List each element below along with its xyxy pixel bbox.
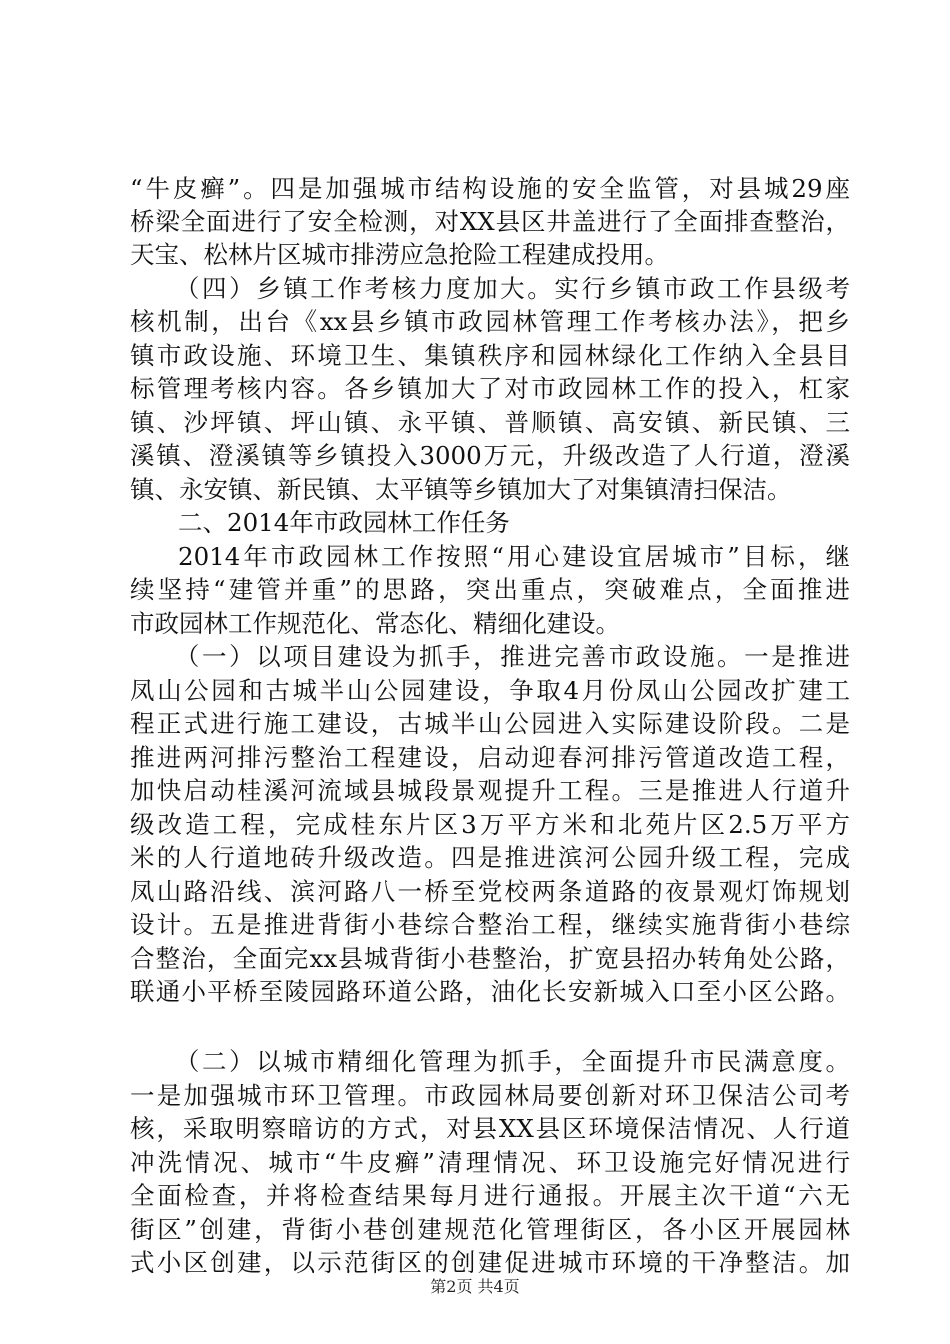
text-line: 全面检查，并将检查结果每月进行通报。开展主次干道“六无: [130, 1181, 850, 1210]
text-line: 凤山公园和古城半山公园建设，争取4月份凤山公园改扩建工: [130, 676, 850, 705]
text-line: 2014年市政园林工作按照“用心建设宜居城市”目标，继: [178, 542, 850, 571]
text-line: 一是加强城市环卫管理。市政园林局要创新对环卫保洁公司考: [130, 1081, 850, 1110]
text-line: 镇、永安镇、新民镇、太平镇等乡镇加大了对集镇清扫保洁。: [130, 475, 792, 504]
text-line: 续坚持“建管并重”的思路，突出重点，突破难点，全面推进: [130, 575, 850, 604]
text-line: （四）乡镇工作考核力度加大。实行乡镇市政工作县级考: [160, 274, 850, 303]
text-line: 镇、沙坪镇、坪山镇、永平镇、普顺镇、高安镇、新民镇、三: [130, 408, 850, 437]
text-line: 天宝、松林片区城市排涝应急抢险工程建成投用。: [130, 240, 669, 269]
text-line: （二）以城市精细化管理为抓手，全面提升市民满意度。: [160, 1047, 850, 1076]
text-line: 溪镇、澄溪镇等乡镇投入3000万元，升级改造了人行道，澄溪: [130, 441, 850, 470]
page-number-footer: 第2页 共4页: [430, 1277, 520, 1296]
section-heading: 二、2014年市政园林工作任务: [178, 508, 510, 537]
text-line: 联通小平桥至陵园路环道公路，油化长安新城入口至小区公路。: [130, 977, 850, 1006]
text-line: 凤山路沿线、滨河路八一桥至党校两条道路的夜景观灯饰规划: [130, 877, 850, 906]
text-line: 米的人行道地砖升级改造。四是推进滨河公园升级工程，完成: [130, 843, 850, 872]
text-line: 合整治，全面完xx县城背街小巷整治，扩宽县招办转角处公路，: [130, 944, 850, 973]
text-line: 桥梁全面进行了安全检测，对XX县区井盖进行了全面排查整治，: [130, 207, 850, 236]
text-line: 标管理考核内容。各乡镇加大了对市政园林工作的投入，杠家: [130, 374, 850, 403]
text-line: 镇市政设施、环境卫生、集镇秩序和园林绿化工作纳入全县目: [130, 341, 850, 370]
text-line: 冲洗情况、城市“牛皮癣”清理情况、环卫设施完好情况进行: [130, 1148, 850, 1177]
text-line: 推进两河排污整治工程建设，启动迎春河排污管道改造工程，: [130, 743, 850, 772]
text-line: 核，采取明察暗访的方式，对县XX县区环境保洁情况、人行道: [130, 1114, 850, 1143]
text-line: 市政园林工作规范化、常态化、精细化建设。: [130, 609, 620, 638]
text-line: 核机制，出台《xx县乡镇市政园林管理工作考核办法》，把乡: [130, 307, 850, 336]
text-line: 程正式进行施工建设，古城半山公园进入实际建设阶段。二是: [130, 709, 850, 738]
text-line: 设计。五是推进背街小巷综合整治工程，继续实施背街小巷综: [130, 910, 850, 939]
text-line: 级改造工程，完成桂东片区3万平方米和北苑片区2.5万平方: [130, 810, 850, 839]
text-line: 加快启动桂溪河流域县城段景观提升工程。三是推进人行道升: [130, 776, 850, 805]
text-line: 街区”创建，背街小巷创建规范化管理街区，各小区开展园林: [130, 1215, 850, 1244]
text-line: 式小区创建，以示范街区的创建促进城市环境的干净整洁。加: [130, 1248, 850, 1277]
text-line: “牛皮癣”。四是加强城市结构设施的安全监管，对县城29座: [130, 174, 850, 203]
text-line: （一）以项目建设为抓手，推进完善市政设施。一是推进: [160, 642, 850, 671]
